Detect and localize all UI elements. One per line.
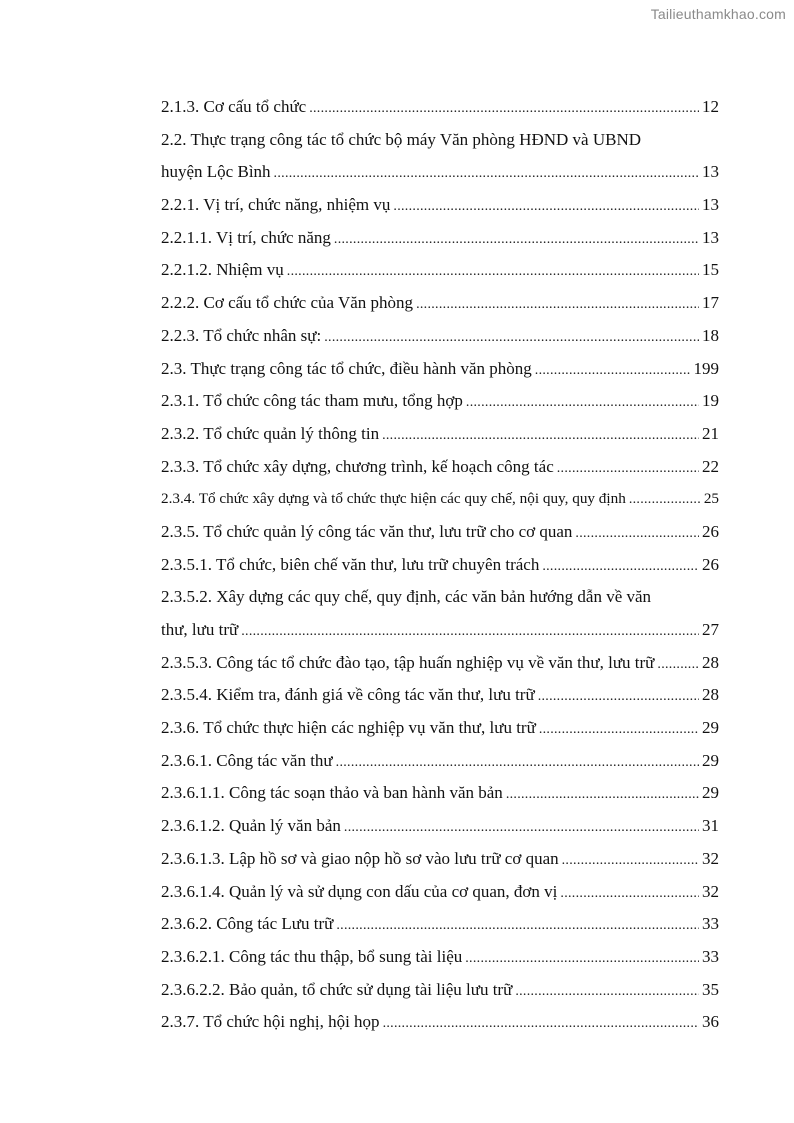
toc-entry (161, 353, 719, 386)
toc-entry (161, 1006, 719, 1039)
toc-entry-page: 36 (702, 1012, 719, 1032)
watermark: Tailieuthamkhao.com (650, 6, 786, 22)
dot-leader (562, 845, 699, 878)
toc-entry-page: 29 (702, 750, 719, 770)
toc-entry-page: 33 (702, 946, 719, 966)
dot-leader (465, 943, 699, 976)
toc-entry (161, 777, 719, 810)
dot-leader (560, 878, 699, 911)
toc-entry-title: 2.2.3. Tổ chức nhân sự: (161, 325, 322, 345)
toc-entry (161, 516, 719, 549)
toc-entry-page: 27 (702, 620, 719, 639)
toc-entry-title: 2.3.5.4. Kiểm tra, đánh giá về công tác văn thư, lưu trữ (161, 685, 535, 705)
toc-entry-page: 15 (702, 260, 719, 280)
toc-entry-title: 2.3.5.3. Công tác tổ chức đào tạo, tập huấn nghiệp vụ về văn thư, lưu trữ (161, 652, 655, 672)
toc-entry (161, 810, 719, 843)
toc-entry-title: 2.2.1.1. Vị trí, chức năng (161, 227, 331, 247)
dot-leader (629, 484, 701, 517)
dot-leader (287, 256, 699, 289)
toc-entry-page: 25 (703, 490, 719, 508)
dot-leader (334, 224, 699, 257)
toc-entry-title: 2.3.6.1. Công tác văn thư (161, 750, 333, 770)
dot-leader (535, 355, 691, 388)
toc-entry-page: 18 (702, 325, 719, 345)
dot-leader (336, 747, 699, 780)
toc-entry-page: 13 (702, 195, 719, 215)
toc-entry-page: 32 (702, 881, 719, 901)
toc-entry-title: 2.3.6.1.3. Lập hồ sơ và giao nộp hồ sơ vào lưu trữ cơ quan (161, 848, 559, 868)
toc-entry-title: 2.3.7. Tổ chức hội nghị, hội họp (161, 1012, 380, 1032)
toc-entry-title: 2.3.4. Tổ chức xây dựng và tổ chức thực hiện các quy chế, nội quy, quy định (161, 490, 626, 508)
toc-entry-title: 2.3.3. Tổ chức xây dựng, chương trình, kế hoạch công tác (161, 456, 554, 476)
toc-entry-title: 2.1.3. Cơ cấu tổ chức (161, 97, 307, 116)
toc-entry (161, 876, 719, 909)
toc-entry-page: 13 (702, 162, 719, 182)
toc-entry (161, 941, 719, 974)
dot-leader (539, 714, 699, 747)
toc-entry-title: 2.3.6.1.4. Quản lý và sử dụng con dấu của cơ quan, đơn vị (161, 881, 558, 901)
toc-entry-page: 29 (702, 783, 719, 803)
toc-entry (161, 614, 719, 647)
toc-entry-page: 33 (702, 914, 719, 934)
toc-entry-title: 2.3.6.1.1. Công tác soạn thảo và ban hành văn bản (161, 783, 503, 803)
toc-entry-title: 2.3.6.2. Công tác Lưu trữ (161, 914, 334, 934)
toc-entry (161, 124, 719, 157)
toc-entry-title: 2.3. Thực trạng công tác tổ chức, điều hành văn phòng (161, 358, 532, 378)
toc-entry-title: 2.3.5.2. Xây dựng các quy chế, quy định, các văn bản hướng dẫn về văn (161, 587, 652, 607)
toc-entry-title: 2.3.2. Tổ chức quản lý thông tin (161, 423, 380, 443)
toc-entry-title: 2.2.1. Vị trí, chức năng, nhiệm vụ (161, 195, 391, 215)
toc-entry (161, 156, 719, 189)
toc-entry (161, 581, 719, 614)
toc-entry-page: 22 (702, 456, 719, 476)
toc-entry-page: 26 (702, 521, 719, 541)
toc-entry-page: 19 (702, 391, 719, 411)
toc-entry (161, 843, 719, 876)
toc-entry-title: 2.3.6.1.2. Quản lý văn bản (161, 816, 341, 836)
dot-leader (506, 779, 699, 812)
dot-leader (382, 420, 699, 453)
dot-leader (538, 681, 699, 714)
toc-entry-page: 13 (702, 227, 719, 247)
dot-leader (393, 191, 699, 224)
toc-entry (161, 974, 719, 1007)
dot-leader (274, 158, 699, 191)
toc-entry (161, 91, 719, 124)
dot-leader (466, 387, 699, 420)
toc-entry (161, 451, 719, 484)
toc-entry-title: 2.3.6. Tổ chức thực hiện các nghiệp vụ văn thư, lưu trữ (161, 718, 536, 738)
toc-entry-title: huyện Lộc Bình (161, 162, 271, 182)
toc-entry-title: 2.2.1.2. Nhiệm vụ (161, 260, 284, 280)
toc-entry-title: 2.3.5. Tổ chức quản lý công tác văn thư, lưu trữ cho cơ quan (161, 521, 573, 541)
dot-leader (416, 289, 699, 322)
toc-entry-page: 12 (702, 97, 719, 116)
dot-leader (542, 551, 699, 584)
toc-entry-title: thư, lưu trữ (161, 620, 239, 639)
toc-entry-title: 2.2. Thực trạng công tác tổ chức bộ máy Văn phòng HĐND và UBND (161, 129, 642, 149)
toc-entry-page: 31 (702, 816, 719, 836)
toc-entry (161, 189, 719, 222)
toc-entry (161, 418, 719, 451)
dot-leader (344, 812, 699, 845)
toc-entry (161, 222, 719, 255)
toc-entry (161, 712, 719, 745)
toc-entry (161, 679, 719, 712)
toc-entry-title: 2.3.5.1. Tổ chức, biên chế văn thư, lưu trữ chuyên trách (161, 554, 540, 574)
toc-entry-page: 32 (702, 848, 719, 868)
dot-leader (309, 93, 699, 126)
dot-leader (575, 518, 699, 551)
toc-entry (161, 320, 719, 353)
toc-entry (161, 549, 719, 582)
toc-entry (161, 745, 719, 778)
toc-entry-page: 17 (702, 293, 719, 313)
toc-entry-page: 29 (702, 718, 719, 738)
toc-entry (161, 908, 719, 941)
toc-entry (161, 385, 719, 418)
toc-entry-page: 28 (702, 685, 719, 705)
dot-leader (241, 616, 699, 649)
dot-leader (336, 910, 699, 943)
dot-leader (657, 649, 699, 682)
dot-leader (557, 453, 699, 486)
toc-entry-page: 199 (693, 358, 719, 378)
dot-leader (383, 1008, 699, 1041)
toc-entry (161, 483, 719, 516)
toc-entry-page: 21 (702, 423, 719, 443)
toc-entry-title: 2.3.6.2.1. Công tác thu thập, bổ sung tài liệu (161, 946, 463, 966)
toc-entry-page: 28 (702, 652, 719, 672)
toc-entry-title: 2.2.2. Cơ cấu tổ chức của Văn phòng (161, 293, 414, 313)
toc-entry-title: 2.3.6.2.2. Bảo quản, tổ chức sử dụng tài liệu lưu trữ (161, 979, 513, 999)
toc-entry-page: 26 (702, 554, 719, 574)
table-of-contents (161, 91, 719, 1039)
dot-leader (324, 322, 699, 355)
toc-entry-page: 35 (702, 979, 719, 999)
toc-entry-title: 2.3.1. Tổ chức công tác tham mưu, tổng hợp (161, 391, 463, 411)
toc-entry (161, 254, 719, 287)
dot-leader (515, 976, 699, 1009)
toc-entry (161, 287, 719, 320)
toc-entry (161, 647, 719, 680)
